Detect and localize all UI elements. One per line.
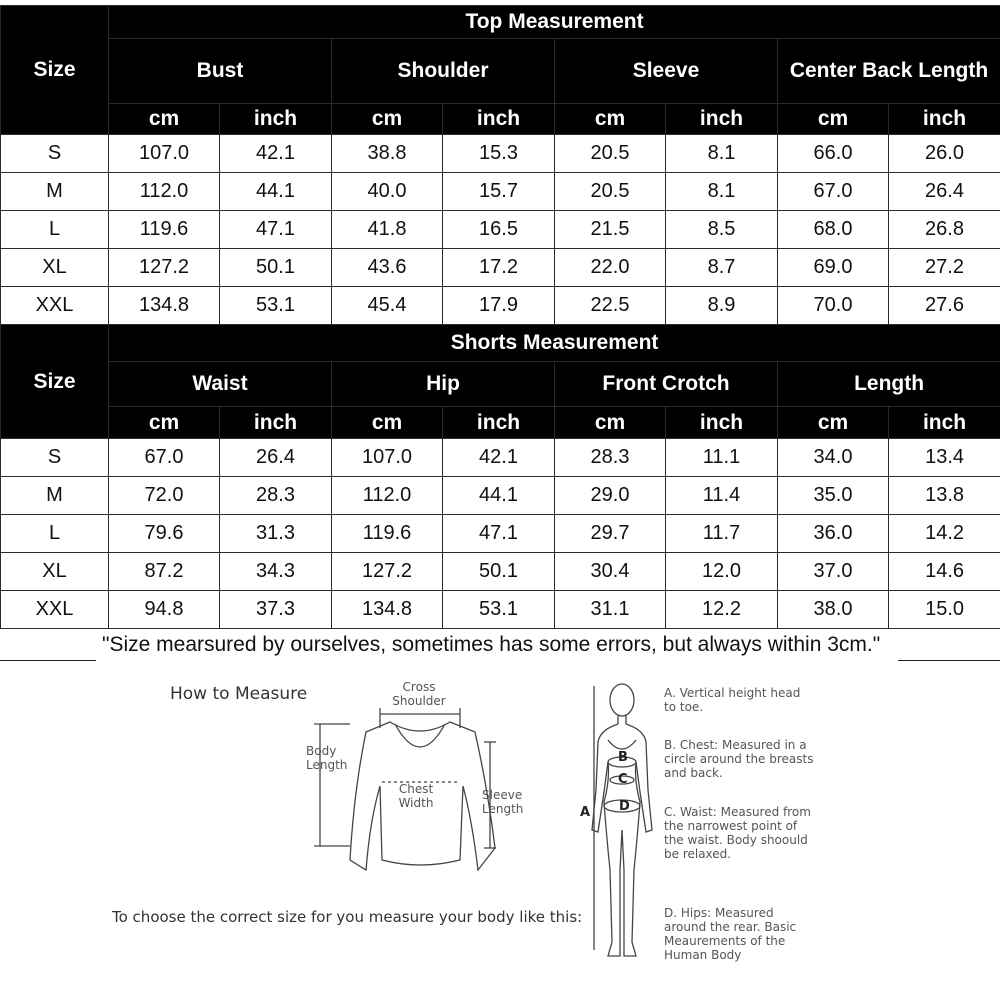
table-cell: 15.7 bbox=[443, 173, 555, 211]
group-header: Hip bbox=[332, 362, 555, 407]
unit-header: cm bbox=[109, 104, 220, 135]
table-cell: 67.0 bbox=[109, 439, 220, 477]
group-header: Center Back Length bbox=[778, 39, 1000, 104]
table-cell: 42.1 bbox=[443, 439, 555, 477]
table-cell: 47.1 bbox=[220, 211, 332, 249]
table-cell: 67.0 bbox=[778, 173, 889, 211]
table-cell: 40.0 bbox=[332, 173, 443, 211]
note-text: "Size mearsured by ourselves, sometimes has some errors, but always within 3cm." bbox=[102, 633, 881, 656]
size-cell: S bbox=[1, 135, 109, 173]
measurement-note bbox=[0, 631, 1000, 661]
table-cell: 28.3 bbox=[220, 477, 332, 515]
table-cell: 79.6 bbox=[109, 515, 220, 553]
unit-header: inch bbox=[443, 104, 555, 135]
group-header: Length bbox=[778, 362, 1000, 407]
table-cell: 134.8 bbox=[109, 287, 220, 325]
table-cell: 8.1 bbox=[666, 135, 778, 173]
table-row bbox=[1, 287, 1000, 325]
table-cell: 22.5 bbox=[555, 287, 666, 325]
note-line-right bbox=[898, 660, 1000, 661]
table-cell: 17.2 bbox=[443, 249, 555, 287]
table-cell: 27.2 bbox=[889, 249, 1000, 287]
table-row bbox=[1, 135, 1000, 173]
table-row bbox=[1, 477, 1000, 515]
table-cell: 21.5 bbox=[555, 211, 666, 249]
table-row bbox=[1, 553, 1000, 591]
table-cell: 15.0 bbox=[889, 591, 1000, 629]
title-row bbox=[1, 6, 1000, 39]
table-cell: 8.9 bbox=[666, 287, 778, 325]
table-cell: 12.0 bbox=[666, 553, 778, 591]
table-cell: 26.0 bbox=[889, 135, 1000, 173]
note-line-left bbox=[0, 660, 96, 661]
table-cell: 8.1 bbox=[666, 173, 778, 211]
table-cell: 34.3 bbox=[220, 553, 332, 591]
marker-a: A bbox=[580, 805, 591, 820]
table-cell: 29.0 bbox=[555, 477, 666, 515]
table-cell: 69.0 bbox=[778, 249, 889, 287]
cross-shoulder-label: Cross Shoulder bbox=[392, 680, 446, 708]
legend-c: C. Waist: Measured from the narrowest point of the waist. Body shoould be relaxed. bbox=[664, 805, 811, 861]
table-cell: 29.7 bbox=[555, 515, 666, 553]
size-cell: XXL bbox=[1, 591, 109, 629]
table-cell: 16.5 bbox=[443, 211, 555, 249]
table-row bbox=[1, 591, 1000, 629]
table-cell: 11.4 bbox=[666, 477, 778, 515]
table-cell: 13.8 bbox=[889, 477, 1000, 515]
unit-header: cm bbox=[778, 407, 889, 439]
table-cell: 28.3 bbox=[555, 439, 666, 477]
size-cell: S bbox=[1, 439, 109, 477]
table-cell: 45.4 bbox=[332, 287, 443, 325]
marker-d: D bbox=[619, 799, 630, 814]
unit-header: cm bbox=[332, 104, 443, 135]
group-header: Front Crotch bbox=[555, 362, 778, 407]
table-cell: 14.2 bbox=[889, 515, 1000, 553]
group-header: Bust bbox=[109, 39, 332, 104]
shorts-measurement-table bbox=[0, 324, 1000, 629]
table-cell: 22.0 bbox=[555, 249, 666, 287]
table-cell: 41.8 bbox=[332, 211, 443, 249]
table-cell: 14.6 bbox=[889, 553, 1000, 591]
size-cell: L bbox=[1, 515, 109, 553]
marker-c: C bbox=[618, 772, 628, 787]
table-cell: 20.5 bbox=[555, 173, 666, 211]
table-row bbox=[1, 249, 1000, 287]
group-header: Waist bbox=[109, 362, 332, 407]
unit-header: inch bbox=[443, 407, 555, 439]
group-header-row bbox=[1, 362, 1000, 407]
table-cell: 50.1 bbox=[443, 553, 555, 591]
unit-header-row bbox=[1, 407, 1000, 439]
table-cell: 31.3 bbox=[220, 515, 332, 553]
instruction-text: To choose the correct size for you measure your body like this: bbox=[112, 908, 583, 926]
table-row bbox=[1, 439, 1000, 477]
marker-b: B bbox=[618, 750, 628, 765]
table-cell: 53.1 bbox=[220, 287, 332, 325]
body-length-label: Body Length bbox=[306, 744, 348, 772]
table-cell: 44.1 bbox=[443, 477, 555, 515]
table-cell: 26.4 bbox=[220, 439, 332, 477]
table-cell: 72.0 bbox=[109, 477, 220, 515]
group-header: Sleeve bbox=[555, 39, 778, 104]
size-cell: M bbox=[1, 173, 109, 211]
table-cell: 31.1 bbox=[555, 591, 666, 629]
table-cell: 12.2 bbox=[666, 591, 778, 629]
table-cell: 13.4 bbox=[889, 439, 1000, 477]
unit-header: cm bbox=[555, 104, 666, 135]
table-cell: 8.5 bbox=[666, 211, 778, 249]
table-cell: 20.5 bbox=[555, 135, 666, 173]
table-cell: 11.7 bbox=[666, 515, 778, 553]
table-cell: 35.0 bbox=[778, 477, 889, 515]
table-cell: 34.0 bbox=[778, 439, 889, 477]
unit-header: inch bbox=[889, 407, 1000, 439]
size-cell: XXL bbox=[1, 287, 109, 325]
table-row bbox=[1, 515, 1000, 553]
table-cell: 8.7 bbox=[666, 249, 778, 287]
unit-header: inch bbox=[666, 407, 778, 439]
size-cell: XL bbox=[1, 249, 109, 287]
size-header: Size bbox=[1, 325, 109, 439]
table-row bbox=[1, 211, 1000, 249]
size-cell: M bbox=[1, 477, 109, 515]
table-cell: 37.0 bbox=[778, 553, 889, 591]
table-cell: 42.1 bbox=[220, 135, 332, 173]
table-cell: 107.0 bbox=[332, 439, 443, 477]
body-figure bbox=[574, 680, 656, 965]
table-cell: 107.0 bbox=[109, 135, 220, 173]
size-cell: L bbox=[1, 211, 109, 249]
table-cell: 47.1 bbox=[443, 515, 555, 553]
table-title: Shorts Measurement bbox=[109, 325, 1000, 362]
legend-b: B. Chest: Measured in a circle around the breasts and back. bbox=[664, 738, 814, 780]
legend-a: A. Vertical height head to toe. bbox=[664, 686, 801, 714]
size-cell: XL bbox=[1, 553, 109, 591]
unit-header: cm bbox=[332, 407, 443, 439]
title-row bbox=[1, 325, 1000, 362]
table-cell: 38.0 bbox=[778, 591, 889, 629]
unit-header: inch bbox=[666, 104, 778, 135]
unit-header: cm bbox=[555, 407, 666, 439]
unit-header: inch bbox=[889, 104, 1000, 135]
garment-diagram bbox=[300, 700, 530, 880]
table-cell: 26.8 bbox=[889, 211, 1000, 249]
table-row bbox=[1, 173, 1000, 211]
table-cell: 30.4 bbox=[555, 553, 666, 591]
table-cell: 112.0 bbox=[332, 477, 443, 515]
table-cell: 68.0 bbox=[778, 211, 889, 249]
unit-header: cm bbox=[778, 104, 889, 135]
legend-d: D. Hips: Measured around the rear. Basic Meaurements of the Human Body bbox=[664, 906, 797, 962]
table-cell: 119.6 bbox=[332, 515, 443, 553]
unit-header: cm bbox=[109, 407, 220, 439]
table-cell: 50.1 bbox=[220, 249, 332, 287]
table-cell: 66.0 bbox=[778, 135, 889, 173]
table-cell: 37.3 bbox=[220, 591, 332, 629]
table-title: Top Measurement bbox=[109, 6, 1000, 39]
table-cell: 26.4 bbox=[889, 173, 1000, 211]
table-cell: 11.1 bbox=[666, 439, 778, 477]
table-cell: 94.8 bbox=[109, 591, 220, 629]
top-measurement-table bbox=[0, 5, 1000, 325]
table-cell: 44.1 bbox=[220, 173, 332, 211]
table-cell: 134.8 bbox=[332, 591, 443, 629]
table-cell: 127.2 bbox=[109, 249, 220, 287]
group-header: Shoulder bbox=[332, 39, 555, 104]
size-header: Size bbox=[1, 6, 109, 135]
table-cell: 112.0 bbox=[109, 173, 220, 211]
unit-header: inch bbox=[220, 104, 332, 135]
sleeve-length-label: Sleeve Length bbox=[482, 788, 524, 816]
table-cell: 38.8 bbox=[332, 135, 443, 173]
how-to-measure-title: How to Measure bbox=[170, 684, 308, 704]
table-cell: 127.2 bbox=[332, 553, 443, 591]
group-header-row bbox=[1, 39, 1000, 104]
table-cell: 17.9 bbox=[443, 287, 555, 325]
chest-width-label: Chest Width bbox=[398, 782, 434, 810]
unit-header-row bbox=[1, 104, 1000, 135]
table-cell: 119.6 bbox=[109, 211, 220, 249]
table-cell: 36.0 bbox=[778, 515, 889, 553]
table-cell: 53.1 bbox=[443, 591, 555, 629]
table-cell: 43.6 bbox=[332, 249, 443, 287]
table-cell: 70.0 bbox=[778, 287, 889, 325]
unit-header: inch bbox=[220, 407, 332, 439]
table-cell: 15.3 bbox=[443, 135, 555, 173]
table-cell: 87.2 bbox=[109, 553, 220, 591]
table-cell: 27.6 bbox=[889, 287, 1000, 325]
